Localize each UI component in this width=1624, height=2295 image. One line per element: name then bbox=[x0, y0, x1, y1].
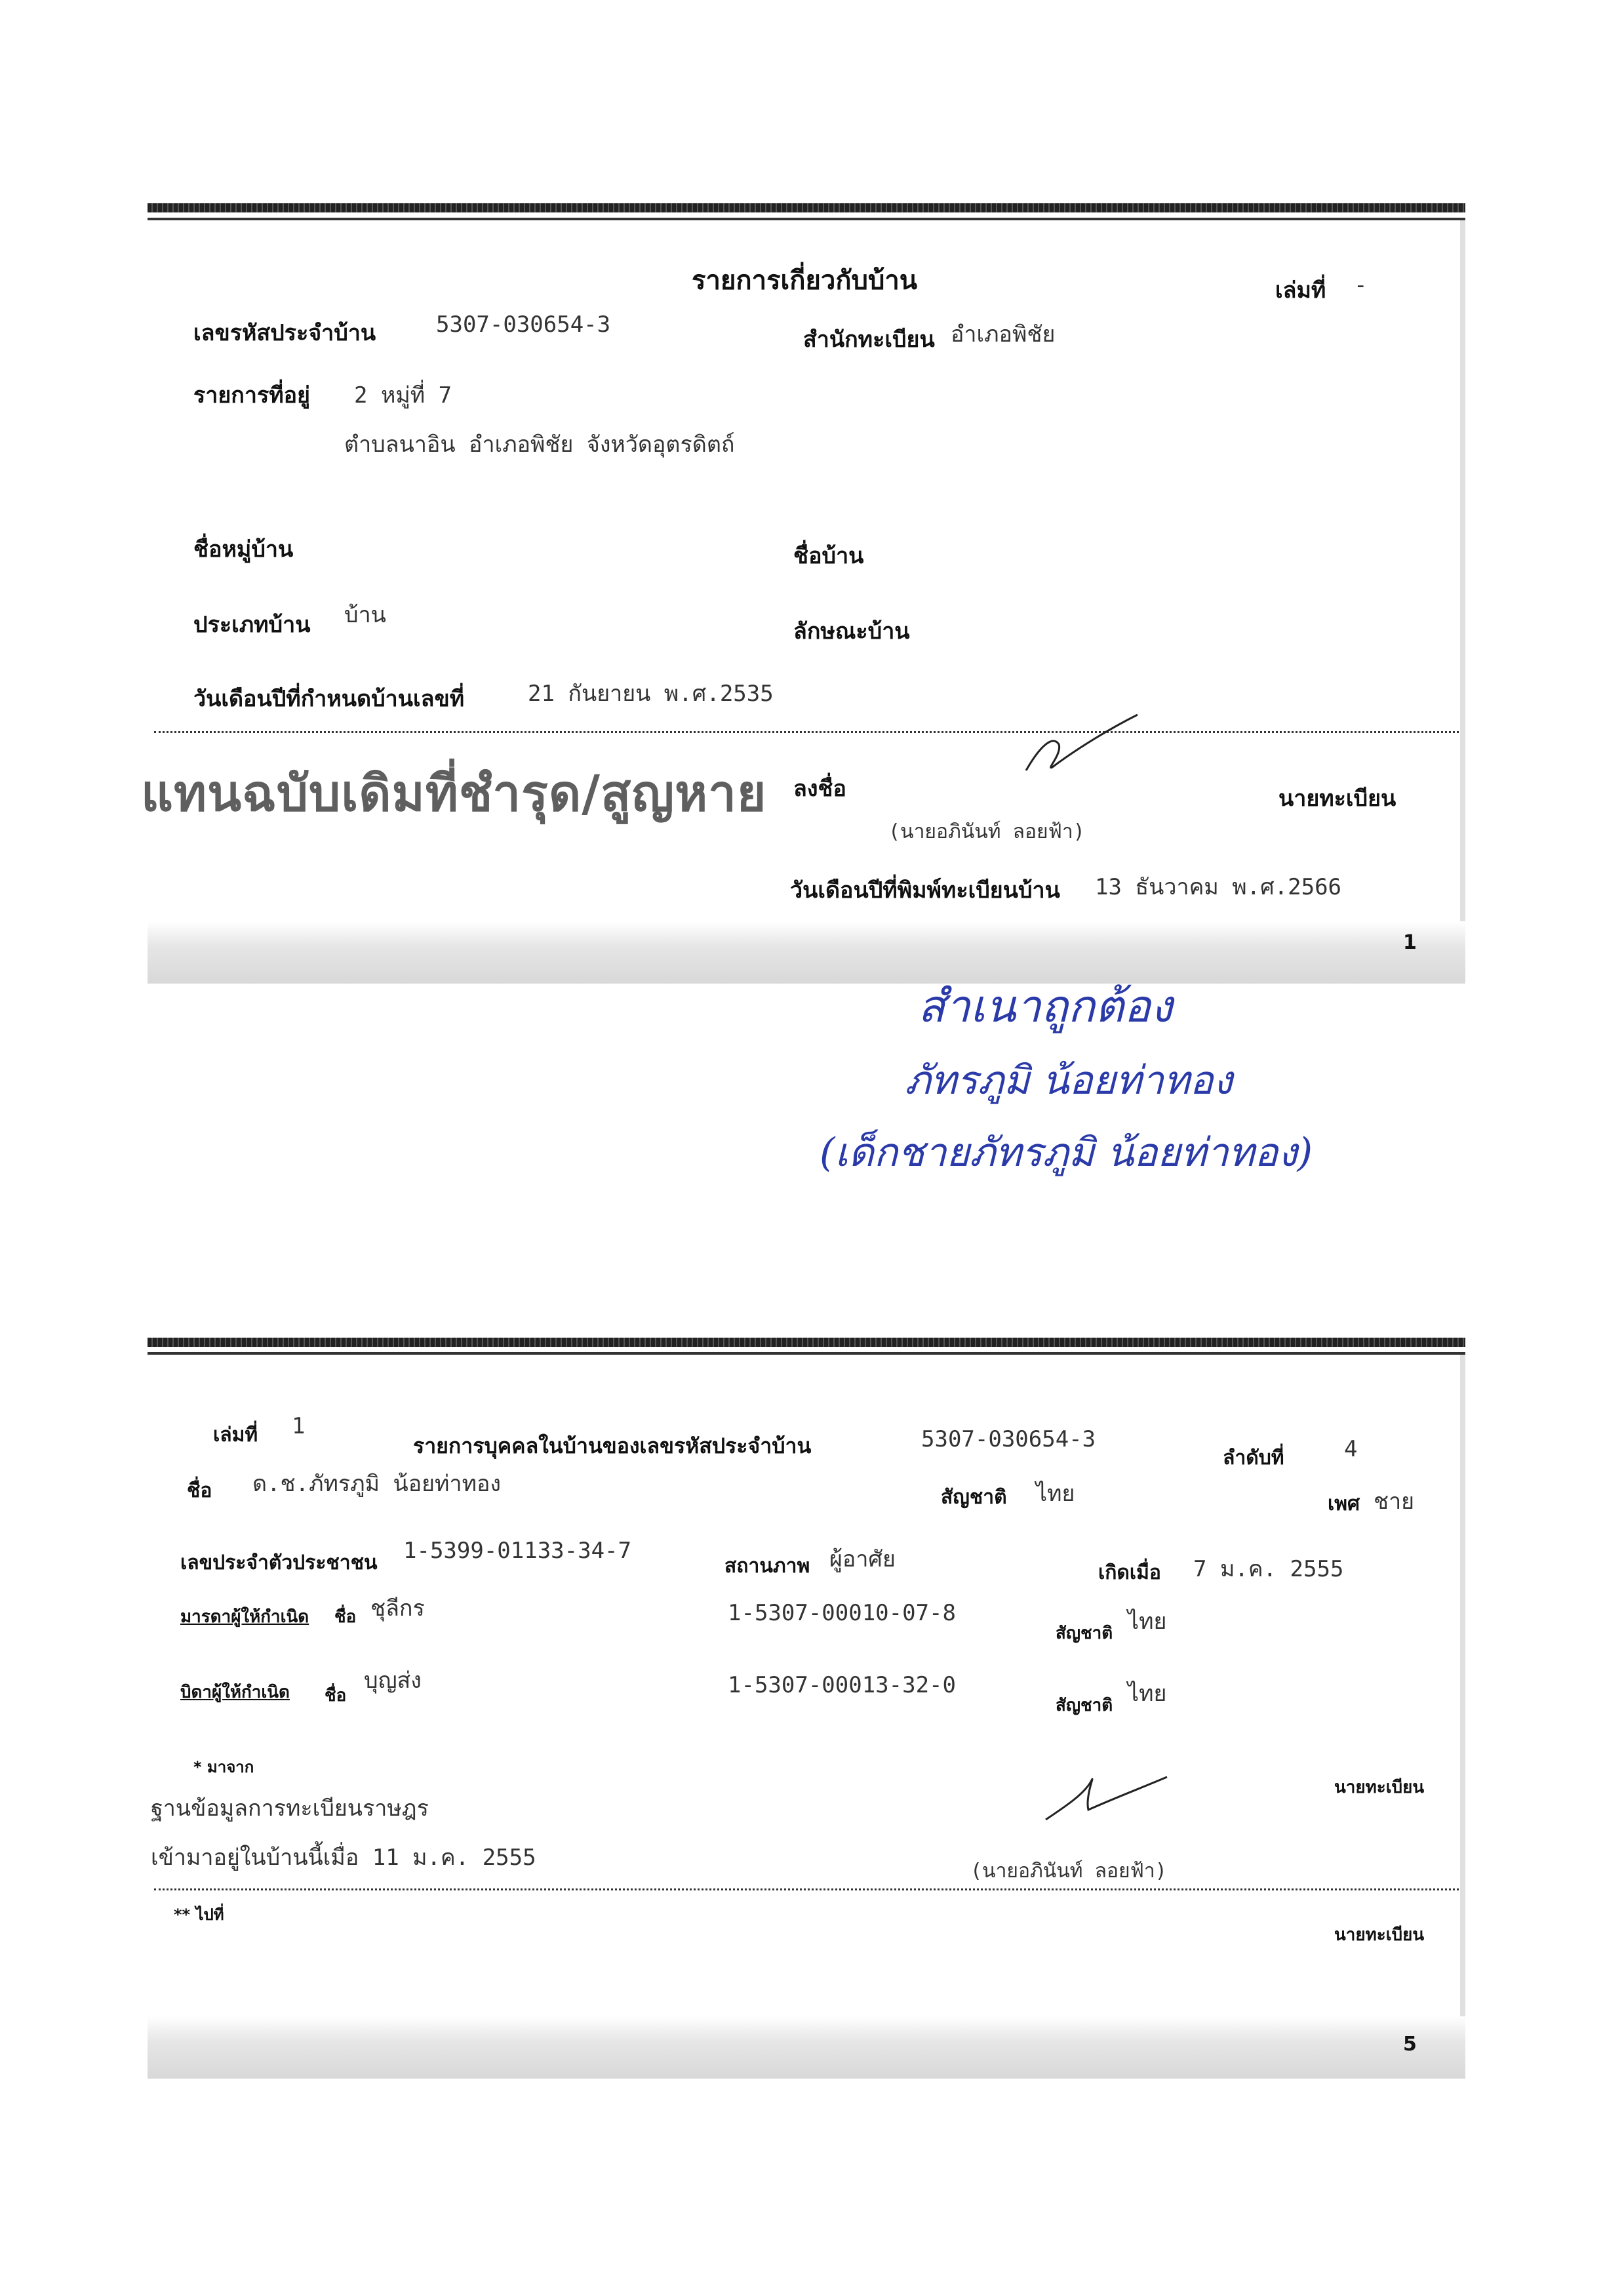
registrar-signature bbox=[1013, 708, 1144, 780]
father-name: บุญส่ง bbox=[364, 1667, 422, 1694]
nationality-label: สัญชาติ bbox=[941, 1486, 1007, 1509]
from-label: * มาจาก bbox=[193, 1758, 254, 1776]
sign-label: ลงชื่อ bbox=[793, 776, 846, 802]
card-top-border-thin bbox=[148, 218, 1465, 220]
book-value: - bbox=[1354, 272, 1368, 298]
father-label: บิดาผู้ให้กำเนิด bbox=[180, 1683, 290, 1702]
signer-full-name: (เด็กชายภัทรภูมิ น้อยท่าทอง) bbox=[820, 1130, 1313, 1176]
mother-name-label: ชื่อ bbox=[334, 1607, 357, 1627]
sex-value: ชาย bbox=[1374, 1488, 1415, 1515]
father-name-label: ชื่อ bbox=[325, 1686, 347, 1706]
card-title: รายการบุคคลในบ้านของเลขรหัสประจำบ้าน bbox=[413, 1433, 812, 1458]
office-label: สำนักทะเบียน bbox=[803, 327, 935, 353]
sex-label: เพศ bbox=[1328, 1492, 1360, 1515]
registrar-name: (นายอภินันท์ ลอยฟ้า) bbox=[970, 1860, 1167, 1883]
card-bottom-shade bbox=[148, 921, 1465, 984]
village-label: ชื่อหมู่บ้าน bbox=[193, 536, 294, 563]
registrar-label-to: นายทะเบียน bbox=[1334, 1925, 1425, 1945]
house-name-label: ชื่อบ้าน bbox=[793, 543, 864, 569]
registrar-signature bbox=[1039, 1757, 1170, 1829]
address-line1: 2 หมู่ที่ 7 bbox=[354, 382, 452, 409]
replacement-stamp: แทนฉบับเดิมที่ชำรุด/สูญหาย bbox=[141, 764, 767, 822]
dotted-divider bbox=[154, 731, 1459, 733]
father-nat-label: สัญชาติ bbox=[1056, 1696, 1113, 1715]
mother-nat: ไทย bbox=[1128, 1608, 1167, 1635]
mother-nat-label: สัญชาติ bbox=[1056, 1624, 1113, 1643]
page-number: 1 bbox=[1403, 931, 1417, 954]
address-line2: ตำบลนาอิน อำเภอพิชัย จังหวัดอุตรดิตถ์ bbox=[344, 431, 735, 458]
name-label: ชื่อ bbox=[187, 1479, 212, 1502]
person-info-card bbox=[148, 1338, 1465, 2079]
house-code-value: 5307-030654-3 bbox=[921, 1426, 1096, 1452]
book-label: เล่มที่ bbox=[1275, 277, 1326, 304]
id-label: เลขประจำตัวประชาชน bbox=[180, 1551, 378, 1574]
registrar-name: (นายอภินันท์ ลอยฟ้า) bbox=[888, 820, 1085, 843]
house-info-card bbox=[141, 203, 1465, 984]
to-label: ** ไปที่ bbox=[174, 1906, 224, 1924]
house-code-value: 5307-030654-3 bbox=[436, 311, 611, 338]
mother-name: ชุลีกร bbox=[370, 1595, 425, 1622]
office-value: อำเภอพิชัย bbox=[951, 321, 1056, 348]
name-value: ด.ช.ภัทรภูมิ น้อยท่าทอง bbox=[252, 1471, 501, 1497]
print-date-value: 13 ธันวาคม พ.ศ.2566 bbox=[1095, 874, 1342, 900]
house-code-label: เลขรหัสประจำบ้าน bbox=[193, 320, 376, 346]
born-value: 7 ม.ค. 2555 bbox=[1193, 1556, 1344, 1582]
dotted-divider bbox=[154, 1888, 1459, 1890]
address-label: รายการที่อยู่ bbox=[193, 382, 310, 409]
status-value: ผู้อาศัย bbox=[829, 1546, 896, 1572]
print-date-label: วันเดือนปีที่พิมพ์ทะเบียนบ้าน bbox=[790, 877, 1060, 904]
card-right-edge bbox=[1460, 1355, 1465, 2079]
from-line2: เข้ามาอยู่ในบ้านนี้เมื่อ 11 ม.ค. 2555 bbox=[151, 1845, 536, 1871]
status-label: สถานภาพ bbox=[724, 1555, 810, 1578]
card-top-border-thin bbox=[148, 1352, 1465, 1355]
house-char-label: ลักษณะบ้าน bbox=[793, 618, 910, 645]
signer-name: ภัทรภูมิ น้อยท่าทอง bbox=[905, 1058, 1233, 1104]
book-label: เล่มที่ bbox=[213, 1424, 258, 1447]
card-top-border bbox=[148, 203, 1465, 212]
book-value: 1 bbox=[292, 1413, 306, 1439]
card-right-edge bbox=[1460, 220, 1465, 984]
card-top-border bbox=[148, 1338, 1465, 1347]
nationality-value: ไทย bbox=[1036, 1481, 1075, 1507]
assign-date-value: 21 กันยายน พ.ศ.2535 bbox=[528, 681, 774, 707]
order-label: ลำดับที่ bbox=[1223, 1447, 1284, 1469]
assign-date-label: วันเดือนปีที่กำหนดบ้านเลขที่ bbox=[193, 686, 465, 712]
card-bottom-shade bbox=[148, 2016, 1465, 2079]
registrar-label-from: นายทะเบียน bbox=[1334, 1778, 1425, 1797]
page-number: 5 bbox=[1403, 2033, 1417, 2056]
registrar-label: นายทะเบียน bbox=[1278, 786, 1396, 812]
mother-id: 1-5307-00010-07-8 bbox=[728, 1600, 956, 1626]
mother-label: มารดาผู้ให้กำเนิด bbox=[180, 1607, 309, 1627]
born-label: เกิดเมื่อ bbox=[1098, 1561, 1161, 1584]
father-id: 1-5307-00013-32-0 bbox=[728, 1672, 956, 1698]
from-line1: ฐานข้อมูลการทะเบียนราษฎร bbox=[151, 1795, 429, 1822]
card-title: รายการเกี่ยวกับบ้าน bbox=[692, 266, 918, 296]
id-value: 1-5399-01133-34-7 bbox=[403, 1538, 631, 1564]
order-value: 4 bbox=[1344, 1436, 1358, 1462]
house-type-value: บ้าน bbox=[344, 602, 386, 628]
house-type-label: ประเภทบ้าน bbox=[193, 612, 311, 638]
father-nat: ไทย bbox=[1128, 1681, 1167, 1707]
certified-copy-text: สำเนาถูกต้อง bbox=[918, 981, 1173, 1033]
